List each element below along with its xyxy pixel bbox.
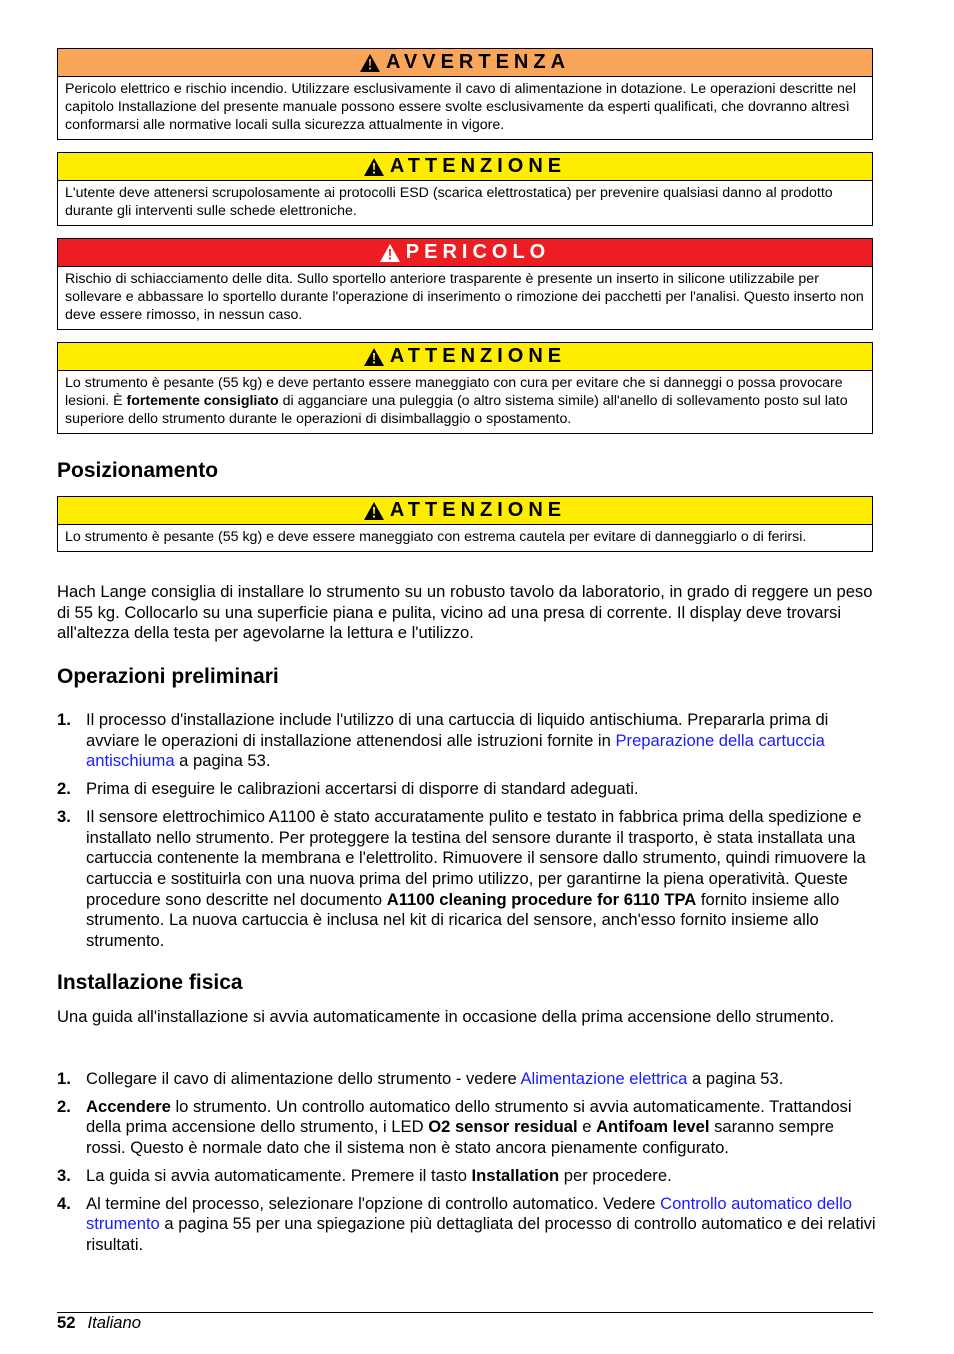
list-item: 2. Prima di eseguire le calibrazioni accertarsi di disporre di standard adeguati.	[57, 779, 639, 799]
notice-title: ATTENZIONE	[389, 499, 567, 521]
warning-triangle-icon	[360, 54, 380, 72]
section-heading-positioning: Posizionamento	[57, 459, 219, 482]
physical-steps	[57, 1069, 877, 1263]
caution-notice	[57, 342, 873, 434]
notice-header	[58, 343, 872, 371]
notice-text: L'utente deve attenersi scrupolosamente ai protocolli ESD (scarica elettrostatica) per prevenire qualsiasi danno al prodotto durante gli interventi sulle schede elettroniche.	[65, 185, 833, 219]
list-item: 4. Al termine del processo, selezionare l'opzione di controllo automatico. Vedere Controllo automatico dello strumento a pagina 55 per una spiegazione più dettagliata del processo di controllo automatico e dei relativi risultati.	[57, 1193, 876, 1254]
danger-notice	[57, 238, 873, 330]
notice-header	[58, 49, 872, 77]
warning-triangle-icon	[364, 158, 384, 176]
warning-notice	[57, 48, 873, 140]
physical-intro: Una guida all'installazione si avvia automaticamente in occasione della prima accensione dello strumento.	[57, 1007, 835, 1026]
list-item: 3. Il sensore elettrochimico A1100 è stato accuratamente pulito e testato in fabbrica prima della spedizione e installato nello strumento. Per proteggere la testina del sensore durante il trasporto, è stata installata una cartuccia contenente la membrana e l'elettrolito. Rimuovere il sensore dallo strumento, quindi rimuovere la cartuccia e sostituirla con una nuova prima del primo utilizzo, per garantirne la piena operatività. Queste procedure sono descritte nel documento A1100 cleaning procedure for 6110 TPA fornito insieme allo strumento. La nuova cartuccia è inclusa nel kit di ricarica del sensore, anch'esso fornito insieme allo strumento.	[57, 806, 866, 951]
positioning-paragraph: Hach Lange consiglia di installare lo strumento su un robusto tavolo da laboratorio, in grado di reggere un peso di 55 kg. Collocarlo su una superficie piana e pulita, vicino ad una presa di corrente. Il display deve trovarsi all'altezza della testa per agevolarne la lettura e l'utilizzo.	[57, 582, 873, 643]
link-antifoam-cartridge[interactable]: Preparazione della cartuccia antischiuma	[86, 730, 825, 771]
list-item: 1. Collegare il cavo di alimentazione dello strumento - vedere Alimentazione elettrica a pagina 53.	[57, 1069, 784, 1088]
link-auto-check[interactable]: Controllo automatico dello strumento	[86, 1193, 852, 1234]
section-heading-physical: Installazione fisica	[57, 971, 243, 994]
notice-title: AVVERTENZA	[385, 51, 571, 73]
list-item: 2. Accendere lo strumento. Un controllo automatico dello strumento si avvia automaticamente. Trattandosi della prima accensione dello strumento, i LED O2 sensor residual e Antifoam level saranno sempre rossi. Questo è normale dato che il sistema non è stato ancora pienamente configurato.	[57, 1096, 852, 1158]
notice-text: Lo strumento è pesante (55 kg) e deve essere maneggiato con estrema cautela per evitare di danneggiarlo o di ferirsi.	[65, 529, 807, 545]
caution-notice	[57, 152, 873, 226]
notice-title: ATTENZIONE	[389, 155, 567, 177]
warning-triangle-icon	[364, 502, 384, 520]
section-heading-preliminary: Operazioni preliminari	[57, 665, 279, 688]
notice-header	[58, 497, 872, 525]
caution-notice	[57, 496, 873, 552]
warning-triangle-icon	[380, 244, 400, 262]
list-item: 3. La guida si avvia automaticamente. Premere il tasto Installation per procedere.	[57, 1165, 672, 1185]
preliminary-steps	[57, 710, 877, 959]
notice-text: Pericolo elettrico e rischio incendio. Utilizzare esclusivamente il cavo di alimentazione in dotazione. Le operazioni descritte nel capitolo Installazione del presente manuale possono essere svolte esclusivamente da esperti qualificati, che dovranno altresì conformarsi alle normative locali sulla sicurezza attualmente in vigore.	[65, 81, 856, 133]
notice-header	[58, 239, 872, 267]
warning-triangle-icon	[364, 348, 384, 366]
page-number: 52	[57, 1313, 76, 1332]
page-footer	[57, 1313, 141, 1333]
notice-title: PERICOLO	[405, 241, 551, 263]
notice-text: Lo strumento è pesante (55 kg) e deve pertanto essere maneggiato con cura per evitare che si danneggi o possa provocare lesioni. È fortemente consigliato di agganciare una puleggia (o altro sistema simile) all'anello di sollevamento posto sul lato superiore dello strumento durante le operazioni di disimballaggio o spostamento.	[65, 375, 848, 427]
notice-header	[58, 153, 872, 181]
link-power-supply[interactable]: Alimentazione elettrica	[520, 1069, 688, 1088]
footer-divider	[57, 1312, 873, 1313]
notice-title: ATTENZIONE	[389, 345, 567, 367]
list-item: 1. Il processo d'installazione include l'utilizzo di una cartuccia di liquido antischiuma. Prepararla prima di avviare le operazioni di installazione attenendosi alle istruzioni fornite in Preparazione della cartuccia antischiuma a pagina 53.	[57, 710, 829, 771]
notice-text: Rischio di schiacciamento delle dita. Sullo sportello anteriore trasparente è presente un inserto in silicone utilizzabile per sollevare e abbassare lo sportello durante l'operazione di inserimento o rimozione dei pacchetti per l'analisi. Questo inserto non deve essere rimosso, in nessun caso.	[65, 271, 864, 323]
footer-language: Italiano	[87, 1313, 141, 1332]
